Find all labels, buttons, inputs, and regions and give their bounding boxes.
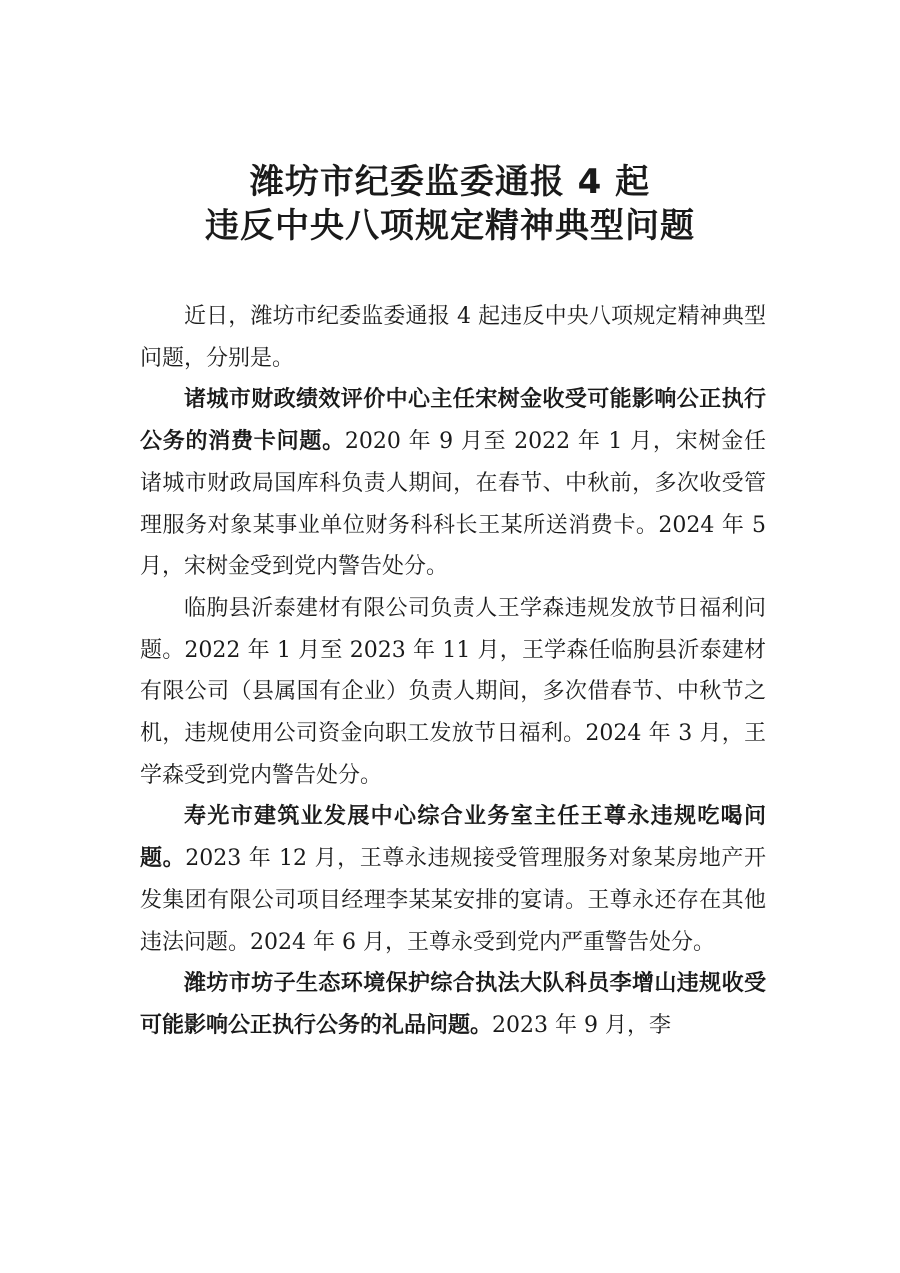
- case-1-heading: 诸城市财政绩效评价中心主任宋树金收受可能影响公正执行公务的消费卡问题。: [140, 387, 766, 455]
- document-title-line2: 违反中央八项规定精神典型问题: [205, 206, 695, 246]
- case-paragraph-1: [140, 379, 766, 588]
- case-3-heading: 寿光市建筑业发展中心综合业务室主任王尊永违规吃喝问题。: [140, 804, 766, 872]
- case-1-text: 2020 年 9 月至 2022 年 1 月，宋树金任诸城市财政局国库科负责人期间，在春节、中秋前，多次收受管理服务对象某事业单位财务科科长王某所送消费卡。2024 年 5 月，宋树金受到党内警告处分。: [140, 429, 766, 580]
- case-paragraph-4: [140, 963, 766, 1046]
- intro-text: 近日，潍坊市纪委监委通报 4 起违反中央八项规定精神典型问题，分别是。: [140, 304, 766, 371]
- document-title-line1: 潍坊市纪委监委通报 4 起: [249, 162, 651, 202]
- case-2-text: 临朐县沂泰建材有限公司负责人王学森违规发放节日福利问题。2022 年 1 月至 2023 年 11 月，王学森任临朐县沂泰建材有限公司（县属国有企业）负责人期间，多次借春节、中秋节之机，违规使用公司资金向职工发放节日福利。2024 年 3 月，王学森受到党内警告处分。: [140, 595, 766, 788]
- case-paragraph-2: [140, 588, 766, 797]
- case-4-heading: 潍坊市坊子生态环境保护综合执法大队科员李增山违规收受可能影响公正执行公务的礼品问题。: [140, 971, 766, 1038]
- case-3-text: 2023 年 12 月，王尊永违规接受管理服务对象某房地产开发集团有限公司项目经理李某某安排的宴请。王尊永还存在其他违法问题。2024 年 6 月，王尊永受到党内严重警告处分。: [140, 846, 766, 955]
- intro-paragraph: [140, 296, 766, 379]
- case-4-text: 2023 年 9 月，李: [492, 1012, 671, 1038]
- document-body: [140, 296, 766, 1047]
- case-paragraph-3: [140, 796, 766, 963]
